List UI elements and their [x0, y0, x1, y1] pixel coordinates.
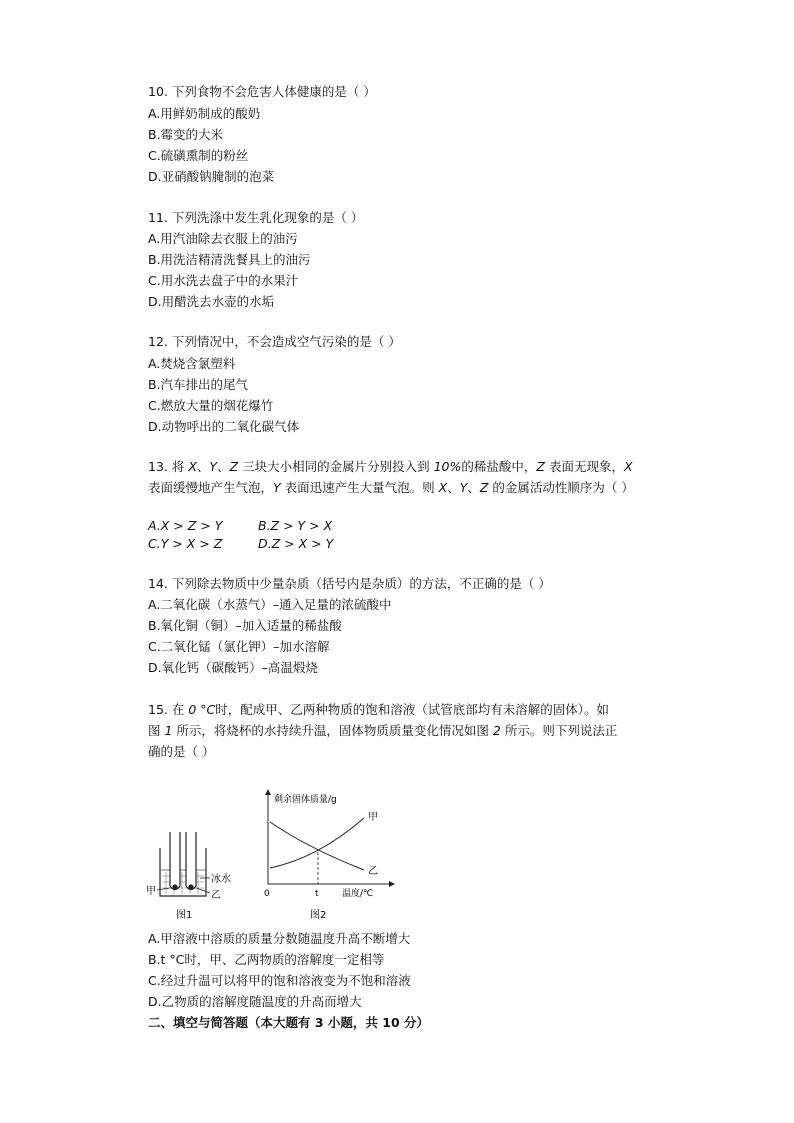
q11-option-c[interactable]: C.用水洗去盘子中的水果汁 [148, 273, 299, 288]
q10-option-b[interactable]: B.霉变的大米 [148, 127, 224, 142]
q15-stem-line3: 确的是（ ） [148, 744, 215, 759]
fig2-tick-t: t [315, 889, 319, 899]
q12-option-d[interactable]: D.动物呼出的二氧化碳气体 [148, 419, 300, 434]
q14-option-a[interactable]: A.二氧化碳（水蒸气）–通入足量的浓硫酸中 [148, 597, 392, 612]
q13-option-a[interactable]: A.X > Z > Y [148, 518, 223, 533]
q15-option-d[interactable]: D.乙物质的溶解度随温度的升高而增大 [148, 994, 362, 1009]
figure-2-graph [258, 786, 398, 922]
q10-option-c[interactable]: C.硫磺熏制的粉丝 [148, 148, 249, 163]
figure-1-beaker [148, 826, 248, 922]
fig2-xlabel: 温度/℃ [342, 889, 374, 899]
fig2-series-b-label: 乙 [368, 866, 378, 877]
fig2-series-a-label: 甲 [368, 812, 378, 823]
q10-option-a[interactable]: A.用鲜奶制成的酸奶 [148, 106, 261, 121]
q14-option-d[interactable]: D.氧化钙（碳酸钙）–高温煅烧 [148, 660, 318, 675]
fig1-label-b: 乙 [211, 890, 221, 901]
q12-option-c[interactable]: C.燃放大量的烟花爆竹 [148, 398, 274, 413]
fig2-origin: 0 [264, 889, 270, 899]
q10-option-d[interactable]: D.亚硝酸钠腌制的泡菜 [148, 169, 275, 184]
section-heading: 二、填空与简答题（本大题有 3 小题，共 10 分） [148, 1015, 430, 1030]
q14-option-b[interactable]: B.氧化铜（铜）–加入适量的稀盐酸 [148, 618, 342, 633]
fig2-series-a-curve [270, 818, 364, 868]
fig2-caption: 图2 [310, 910, 327, 921]
q15-option-b[interactable]: B.t °C时，甲、乙两物质的溶解度一定相等 [148, 952, 385, 967]
q11-option-d[interactable]: D.用醋洗去水壶的水垢 [148, 294, 275, 309]
fig1-label-water: 冰水 [211, 874, 231, 885]
q13-option-b[interactable]: B.Z > Y > X [258, 518, 333, 533]
q11-stem: 11. 下列洗涤中发生乳化现象的是（ ） [148, 210, 364, 225]
q13-stem-line2: 表面缓慢地产生气泡，Y 表面迅速产生大量气泡。则 X、Y、Z 的金属活动性顺序为（ ） [148, 480, 634, 495]
q13-stem-line1: 13. 将 X、Y、Z 三块大小相同的金属片分别投入到 10%的稀盐酸中，Z 表面无现象，X [148, 459, 633, 474]
q11-option-a[interactable]: A.用汽油除去衣服上的油污 [148, 231, 298, 246]
q11-option-b[interactable]: B.用洗洁精清洗餐具上的油污 [148, 252, 311, 267]
q12-option-b[interactable]: B.汽车排出的尾气 [148, 377, 249, 392]
fig2-ylabel: 剩余固体质量/g [274, 795, 337, 805]
q14-stem: 14. 下列除去物质中少量杂质（括号内是杂质）的方法，不正确的是（ ） [148, 576, 551, 591]
q13-option-d[interactable]: D.Z > X > Y [258, 536, 334, 551]
fig1-caption: 图1 [176, 910, 193, 921]
q15-stem-line1: 15. 在 0 °C时，配成甲、乙两种物质的饱和溶液（试管底部均有未溶解的固体）。如 [148, 702, 610, 717]
fig1-label-a: 甲 [146, 886, 156, 897]
q15-stem-line2: 图 1 所示，将烧杯的水持续升温，固体物质质量变化情况如图 2 所示。则下列说法正 [148, 723, 618, 738]
q10-stem: 10. 下列食物不会危害人体健康的是（ ） [148, 84, 376, 99]
q15-option-a[interactable]: A.甲溶液中溶质的质量分数随温度升高不断增大 [148, 931, 411, 946]
q14-option-c[interactable]: C.二氧化锰（氯化钾）–加水溶解 [148, 639, 330, 654]
q12-stem: 12. 下列情况中，不会造成空气污染的是（ ） [148, 334, 401, 349]
q12-option-a[interactable]: A.焚烧含氯塑料 [148, 356, 236, 371]
q15-option-c[interactable]: C.经过升温可以将甲的饱和溶液变为不饱和溶液 [148, 973, 411, 988]
q13-option-c[interactable]: C.Y > X > Z [148, 536, 223, 551]
